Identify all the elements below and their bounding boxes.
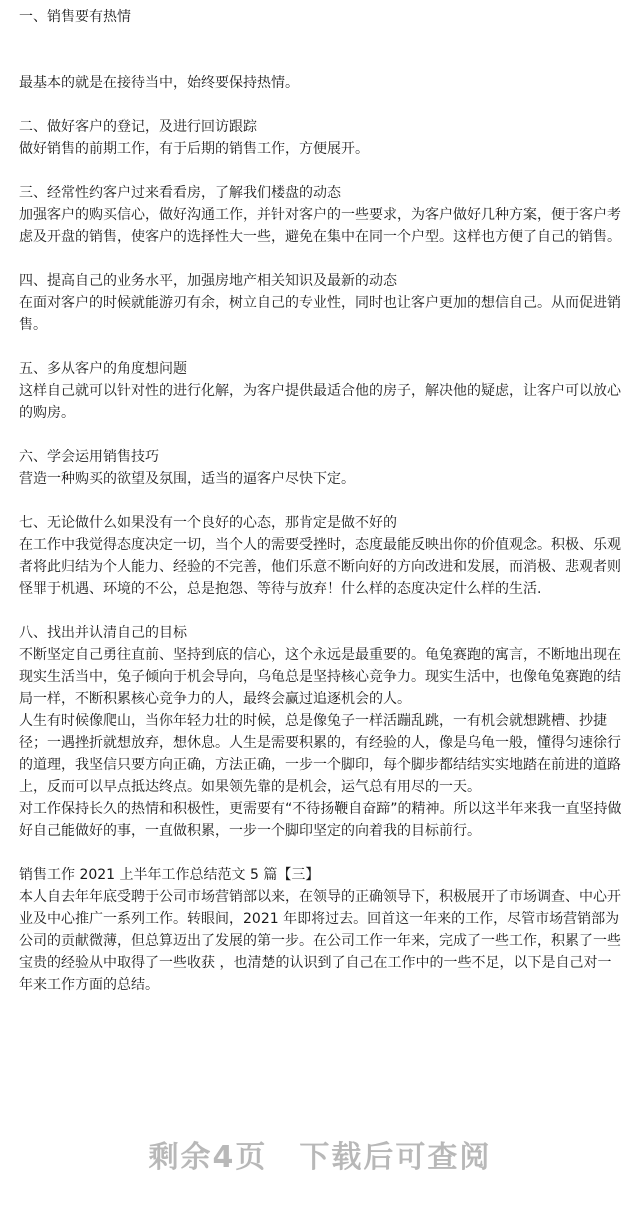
section-heading: 一、销售要有热情 xyxy=(19,9,131,25)
section-6 xyxy=(19,446,624,490)
section-7 xyxy=(19,512,624,600)
section-paragraph: 人生有时候像爬山，当你年轻力壮的时候，总是像兔子一样活蹦乱跳，一有机会就想跳槽、抄捷径；一遇挫折就想放弃，想休息。人生是需要积累的，有经验的人，像是乌龟一般，懂得匀速徐行的道理，我坚信只要方向正确，方法正确，一步一个脚印，每个脚步都结结实实地踏在前进的道路上，反而可以早点抵达终点。如果领先靠的是机会，运气总有用尽的一天。 xyxy=(19,713,621,795)
section-heading: 三、经常性约客户过来看看房，了解我们楼盘的动态 xyxy=(19,185,341,201)
section-paragraph: 在面对客户的时候就能游刃有余，树立自己的专业性，同时也让客户更加的想信自己。从而促进销售。 xyxy=(19,295,621,333)
section-heading: 六、学会运用销售技巧 xyxy=(19,449,159,465)
section-paragraph: 加强客户的购买信心，做好沟通工作，并针对客户的一些要求，为客户做好几种方案，便于客户考虑及开盘的销售，使客户的选择性大一些，避免在集中在同一个户型。这样也方便了自己的销售。 xyxy=(19,207,621,245)
section-8 xyxy=(19,622,624,842)
section-paragraph: 本人自去年年底受聘于公司市场营销部以来，在领导的正确领导下，积极展开了市场调查、中心开业及中心推广一系列工作。转眼间，2021 年即将过去。回首这一年来的工作，尽管市场营销部为公司的贡献微薄，但总算迈出了发展的第一步。在公司工作一年来，完成了一些工作，积累了一些宝贵的经验从中取得了一些收获 ，也清楚的认识到了自己在工作中的一些不足，以下是自己对一年来工作方面的总结。 xyxy=(19,889,621,993)
section-article-3 xyxy=(19,864,624,996)
section-paragraph: 营造一种购买的欲望及氛围，适当的逼客户尽快下定。 xyxy=(19,471,355,487)
section-heading: 七、无论做什么如果没有一个良好的心态，那肯定是做不好的 xyxy=(19,515,397,531)
section-paragraph: 在工作中我觉得态度决定一切，当个人的需要受挫时，态度最能反映出你的价值观念。积极、乐观者将此归结为个人能力、经验的不完善，他们乐意不断向好的方向改进和发展，而消极、悲观者则怪罪于机遇、环境的不公，总是抱怨、等待与放弃！什么样的态度决定什么样的生活. xyxy=(19,537,621,597)
section-heading: 二、做好客户的登记，及进行回访跟踪 xyxy=(19,119,257,135)
section-paragraph: 不断坚定自己勇往直前、坚持到底的信心，这个永远是最重要的。龟兔赛跑的寓言，不断地出现在现实生活当中，兔子倾向于机会导向，乌龟总是坚持核心竞争力。现实生活中，也像龟兔赛跑的结局一样，不断积累核心竞争力的人，最终会赢过追逐机会的人。 xyxy=(19,647,621,707)
section-heading: 五、多从客户的角度想问题 xyxy=(19,361,187,377)
section-4 xyxy=(19,270,624,336)
section-heading: 四、提高自己的业务水平，加强房地产相关知识及最新的动态 xyxy=(19,273,397,289)
remaining-pages-text[interactable]: 剩余4页 下载后可查阅 xyxy=(148,1140,492,1175)
section-5 xyxy=(19,358,624,424)
section-2 xyxy=(19,116,624,160)
section-paragraph: 这样自己就可以针对性的进行化解，为客户提供最适合他的房子，解决他的疑虑，让客户可以放心的购房。 xyxy=(19,383,621,421)
section-paragraph: 对工作保持长久的热情和积极性，更需要有“不待扬鞭自奋蹄”的精神。所以这半年来我一直坚持做好自己能做好的事，一直做积累，一步一个脚印坚定的向着我的目标前行。 xyxy=(19,801,622,839)
section-paragraph: 做好销售的前期工作，有于后期的销售工作，方便展开。 xyxy=(19,141,369,157)
document-body xyxy=(19,6,624,1018)
section-3 xyxy=(19,182,624,248)
section-1 xyxy=(19,6,624,94)
section-heading: 八、找出并认清自己的目标 xyxy=(19,625,187,641)
download-prompt[interactable] xyxy=(0,1120,640,1221)
section-paragraph: 最基本的就是在接待当中，始终要保持热情。 xyxy=(19,75,299,91)
article-title: 销售工作 2021 上半年工作总结范文 5 篇【三】 xyxy=(19,867,320,883)
